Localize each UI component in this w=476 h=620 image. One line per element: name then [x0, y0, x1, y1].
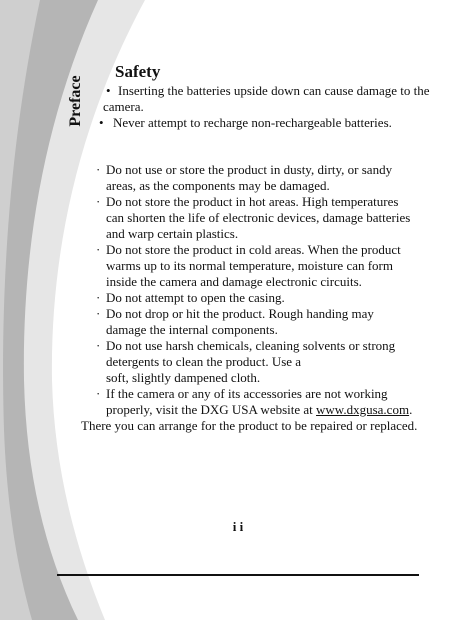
- list-item-text: damage the internal components.: [106, 322, 278, 337]
- bullet: ·: [96, 338, 101, 353]
- list-item-text: Do not drop or hit the product. Rough handing may: [106, 306, 374, 321]
- page-heading: Safety: [115, 62, 161, 81]
- list-item-text: Never attempt to recharge non-rechargeable batteries.: [113, 115, 392, 130]
- list-item-text: warms up to its normal temperature, moisture can form: [106, 258, 394, 273]
- bullet: ·: [96, 242, 101, 257]
- list-item-text: inside the camera and damage electronic circuits.: [106, 274, 362, 289]
- bullet: ·: [96, 162, 101, 177]
- list-item-text: detergents to clean the product. Use a: [106, 354, 302, 369]
- bullet: ·: [96, 306, 101, 321]
- bullet: ·: [96, 290, 101, 305]
- list-item-text: soft, slightly dampened cloth.: [106, 370, 261, 385]
- list-item-text: and warp certain plastics.: [106, 226, 239, 241]
- bullet: •: [99, 115, 104, 130]
- footer-rule: [57, 574, 419, 576]
- list-item-text: camera.: [103, 99, 144, 114]
- list-item-continuation: There you can arrange for the product to be repaired or replaced.: [81, 418, 418, 433]
- list-item-text: If the camera or any of its accessories are not working: [106, 386, 388, 401]
- bullet: ·: [96, 194, 101, 209]
- list-item-text: areas, as the components may be damaged.: [106, 178, 330, 193]
- section-label: Preface: [67, 75, 84, 127]
- list-item-text: Do not use harsh chemicals, cleaning solvents or strong: [106, 338, 396, 353]
- bullet: •: [106, 83, 111, 98]
- list-item-text: Do not store the product in cold areas. When the product: [106, 242, 401, 257]
- dxg-website-link[interactable]: www.dxgusa.com: [316, 402, 410, 417]
- bullet: ·: [96, 386, 101, 401]
- list-item-text: Do not use or store the product in dusty, dirty, or sandy: [106, 162, 393, 177]
- period: .: [409, 402, 413, 417]
- list-item-text: can shorten the life of electronic devices, damage batteries: [106, 210, 411, 225]
- list-item-text: Do not store the product in hot areas. High temperatures: [106, 194, 399, 209]
- list-item-text: properly, visit the DXG USA website at: [106, 402, 317, 417]
- page-number: i i: [232, 519, 244, 534]
- list-item-text: Do not attempt to open the casing.: [106, 290, 285, 305]
- list-item-text: Inserting the batteries upside down can cause damage to the: [118, 83, 430, 98]
